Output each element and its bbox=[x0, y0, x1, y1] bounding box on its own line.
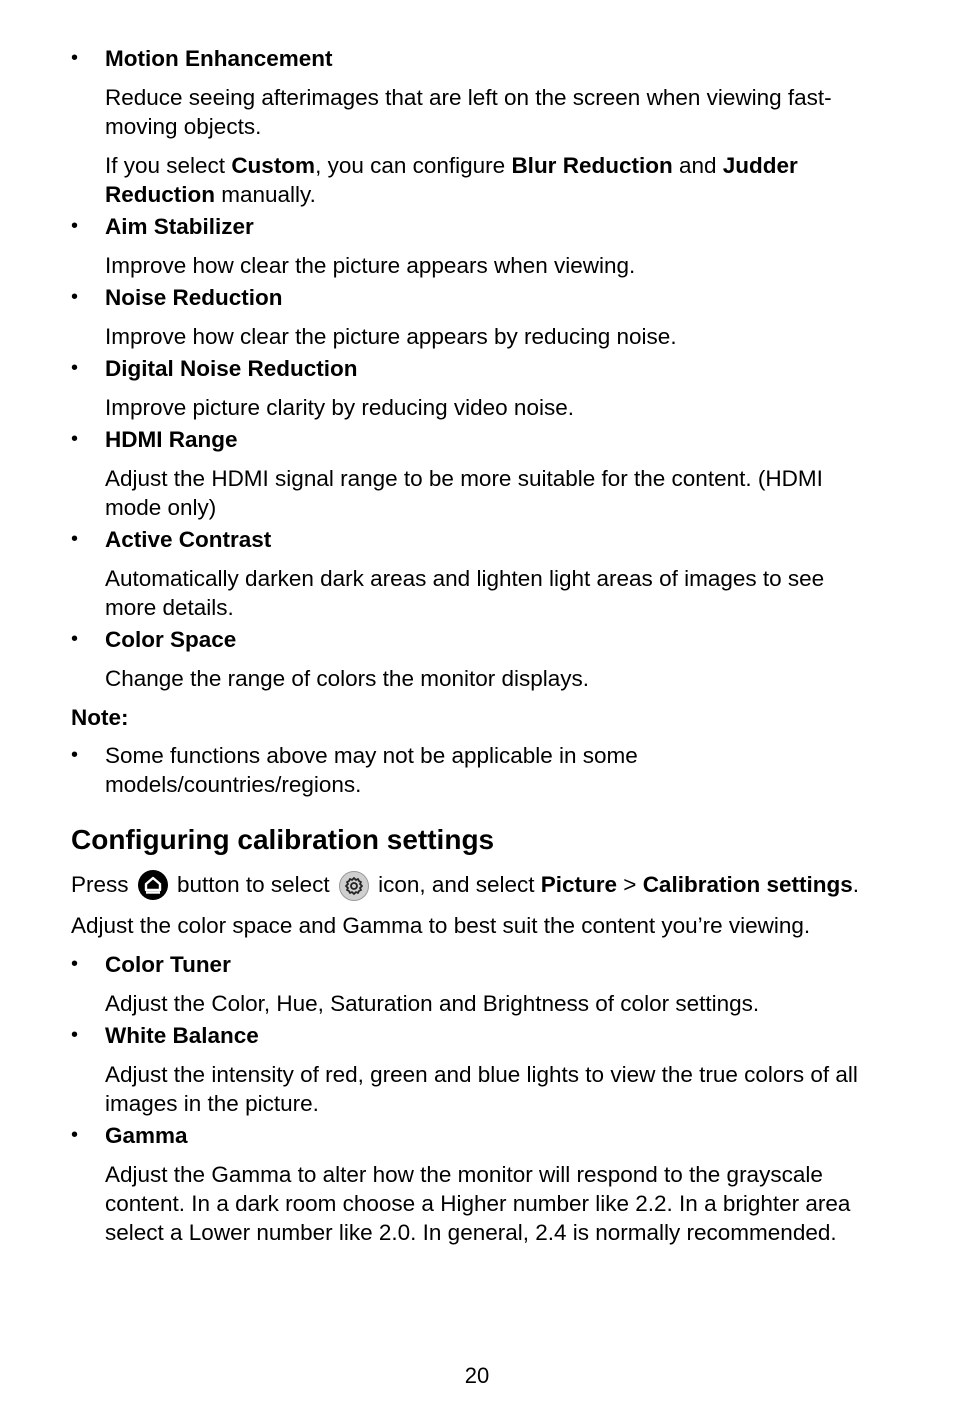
item-title: Aim Stabilizer bbox=[105, 214, 254, 239]
list-item bbox=[71, 1121, 881, 1150]
text: , you can configure bbox=[315, 153, 512, 178]
list-item bbox=[71, 212, 881, 241]
item-description: Adjust the intensity of red, green and blue lights to view the true colors of all images in the picture. bbox=[105, 1062, 858, 1116]
term-custom: Custom bbox=[231, 153, 316, 178]
list-item bbox=[71, 354, 881, 383]
item-title: Motion Enhancement bbox=[105, 46, 333, 71]
list-item bbox=[71, 44, 881, 73]
bullet: • bbox=[71, 1024, 79, 1046]
text: and bbox=[672, 153, 723, 178]
item-description: Automatically darken dark areas and lighten light areas of images to see more details. bbox=[105, 566, 825, 620]
page-number: 20 bbox=[464, 1363, 490, 1388]
text: . bbox=[852, 872, 859, 897]
section-instructions bbox=[71, 869, 881, 901]
note-label: Note: bbox=[71, 705, 129, 730]
item-description: Adjust the Color, Hue, Saturation and Brightness of color settings. bbox=[105, 991, 760, 1016]
bullet: • bbox=[71, 357, 79, 379]
term-blur-reduction: Blur Reduction bbox=[511, 153, 673, 178]
list-item bbox=[71, 525, 881, 554]
section-title: Configuring calibration settings bbox=[71, 824, 495, 855]
bullet: • bbox=[71, 47, 79, 69]
text: If you select bbox=[105, 153, 232, 178]
section-intro: Adjust the color space and Gamma to best suit the content you’re viewing. bbox=[71, 913, 811, 938]
text: > bbox=[617, 872, 643, 897]
gear-icon bbox=[339, 871, 369, 901]
item-title: White Balance bbox=[105, 1023, 259, 1048]
item-title: Color Space bbox=[105, 627, 237, 652]
bullet: • bbox=[71, 744, 79, 766]
item-description: Improve how clear the picture appears by reducing noise. bbox=[105, 324, 677, 349]
home-icon bbox=[138, 870, 168, 900]
list-item bbox=[71, 950, 881, 979]
text: button to select bbox=[170, 872, 336, 897]
note-item bbox=[71, 741, 881, 799]
bullet: • bbox=[71, 428, 79, 450]
page-content bbox=[71, 44, 881, 1247]
item-title: Active Contrast bbox=[105, 527, 272, 552]
note-text: Some functions above may not be applicable in some models/countries/regions. bbox=[105, 743, 638, 797]
item-description: Change the range of colors the monitor displays. bbox=[105, 666, 590, 691]
list-item bbox=[71, 283, 881, 312]
text: Press bbox=[71, 872, 129, 897]
term-judder-reduction: Judder Reduction bbox=[105, 153, 798, 207]
text: icon, and select bbox=[371, 872, 541, 897]
item-title: Digital Noise Reduction bbox=[105, 356, 358, 381]
item-description-extra bbox=[71, 151, 881, 209]
bullet: • bbox=[71, 1124, 79, 1146]
text: manually. bbox=[215, 182, 316, 207]
item-description: Improve how clear the picture appears when viewing. bbox=[105, 253, 636, 278]
item-description: Reduce seeing afterimages that are left on the screen when viewing fast-moving objects. bbox=[105, 85, 832, 139]
list-item bbox=[71, 425, 881, 454]
item-description: Adjust the HDMI signal range to be more suitable for the content. (HDMI mode only) bbox=[105, 466, 823, 520]
term-calibration-settings: Calibration settings bbox=[642, 872, 853, 897]
item-title: Color Tuner bbox=[105, 952, 231, 977]
item-description: Improve picture clarity by reducing video noise. bbox=[105, 395, 574, 420]
item-description: Adjust the Gamma to alter how the monitor will respond to the grayscale content. In a dark room choose a Higher number like 2.2. In a brighter area select a Lower number like 2.0. In general, 2.4 is normally recommended. bbox=[105, 1162, 851, 1245]
item-title: HDMI Range bbox=[105, 427, 238, 452]
item-title: Gamma bbox=[105, 1123, 188, 1148]
bullet: • bbox=[71, 215, 79, 237]
item-title: Noise Reduction bbox=[105, 285, 283, 310]
bullet: • bbox=[71, 528, 79, 550]
term-picture: Picture bbox=[540, 872, 618, 897]
bullet: • bbox=[71, 953, 79, 975]
bullet: • bbox=[71, 286, 79, 308]
bullet: • bbox=[71, 628, 79, 650]
list-item bbox=[71, 625, 881, 654]
list-item bbox=[71, 1021, 881, 1050]
